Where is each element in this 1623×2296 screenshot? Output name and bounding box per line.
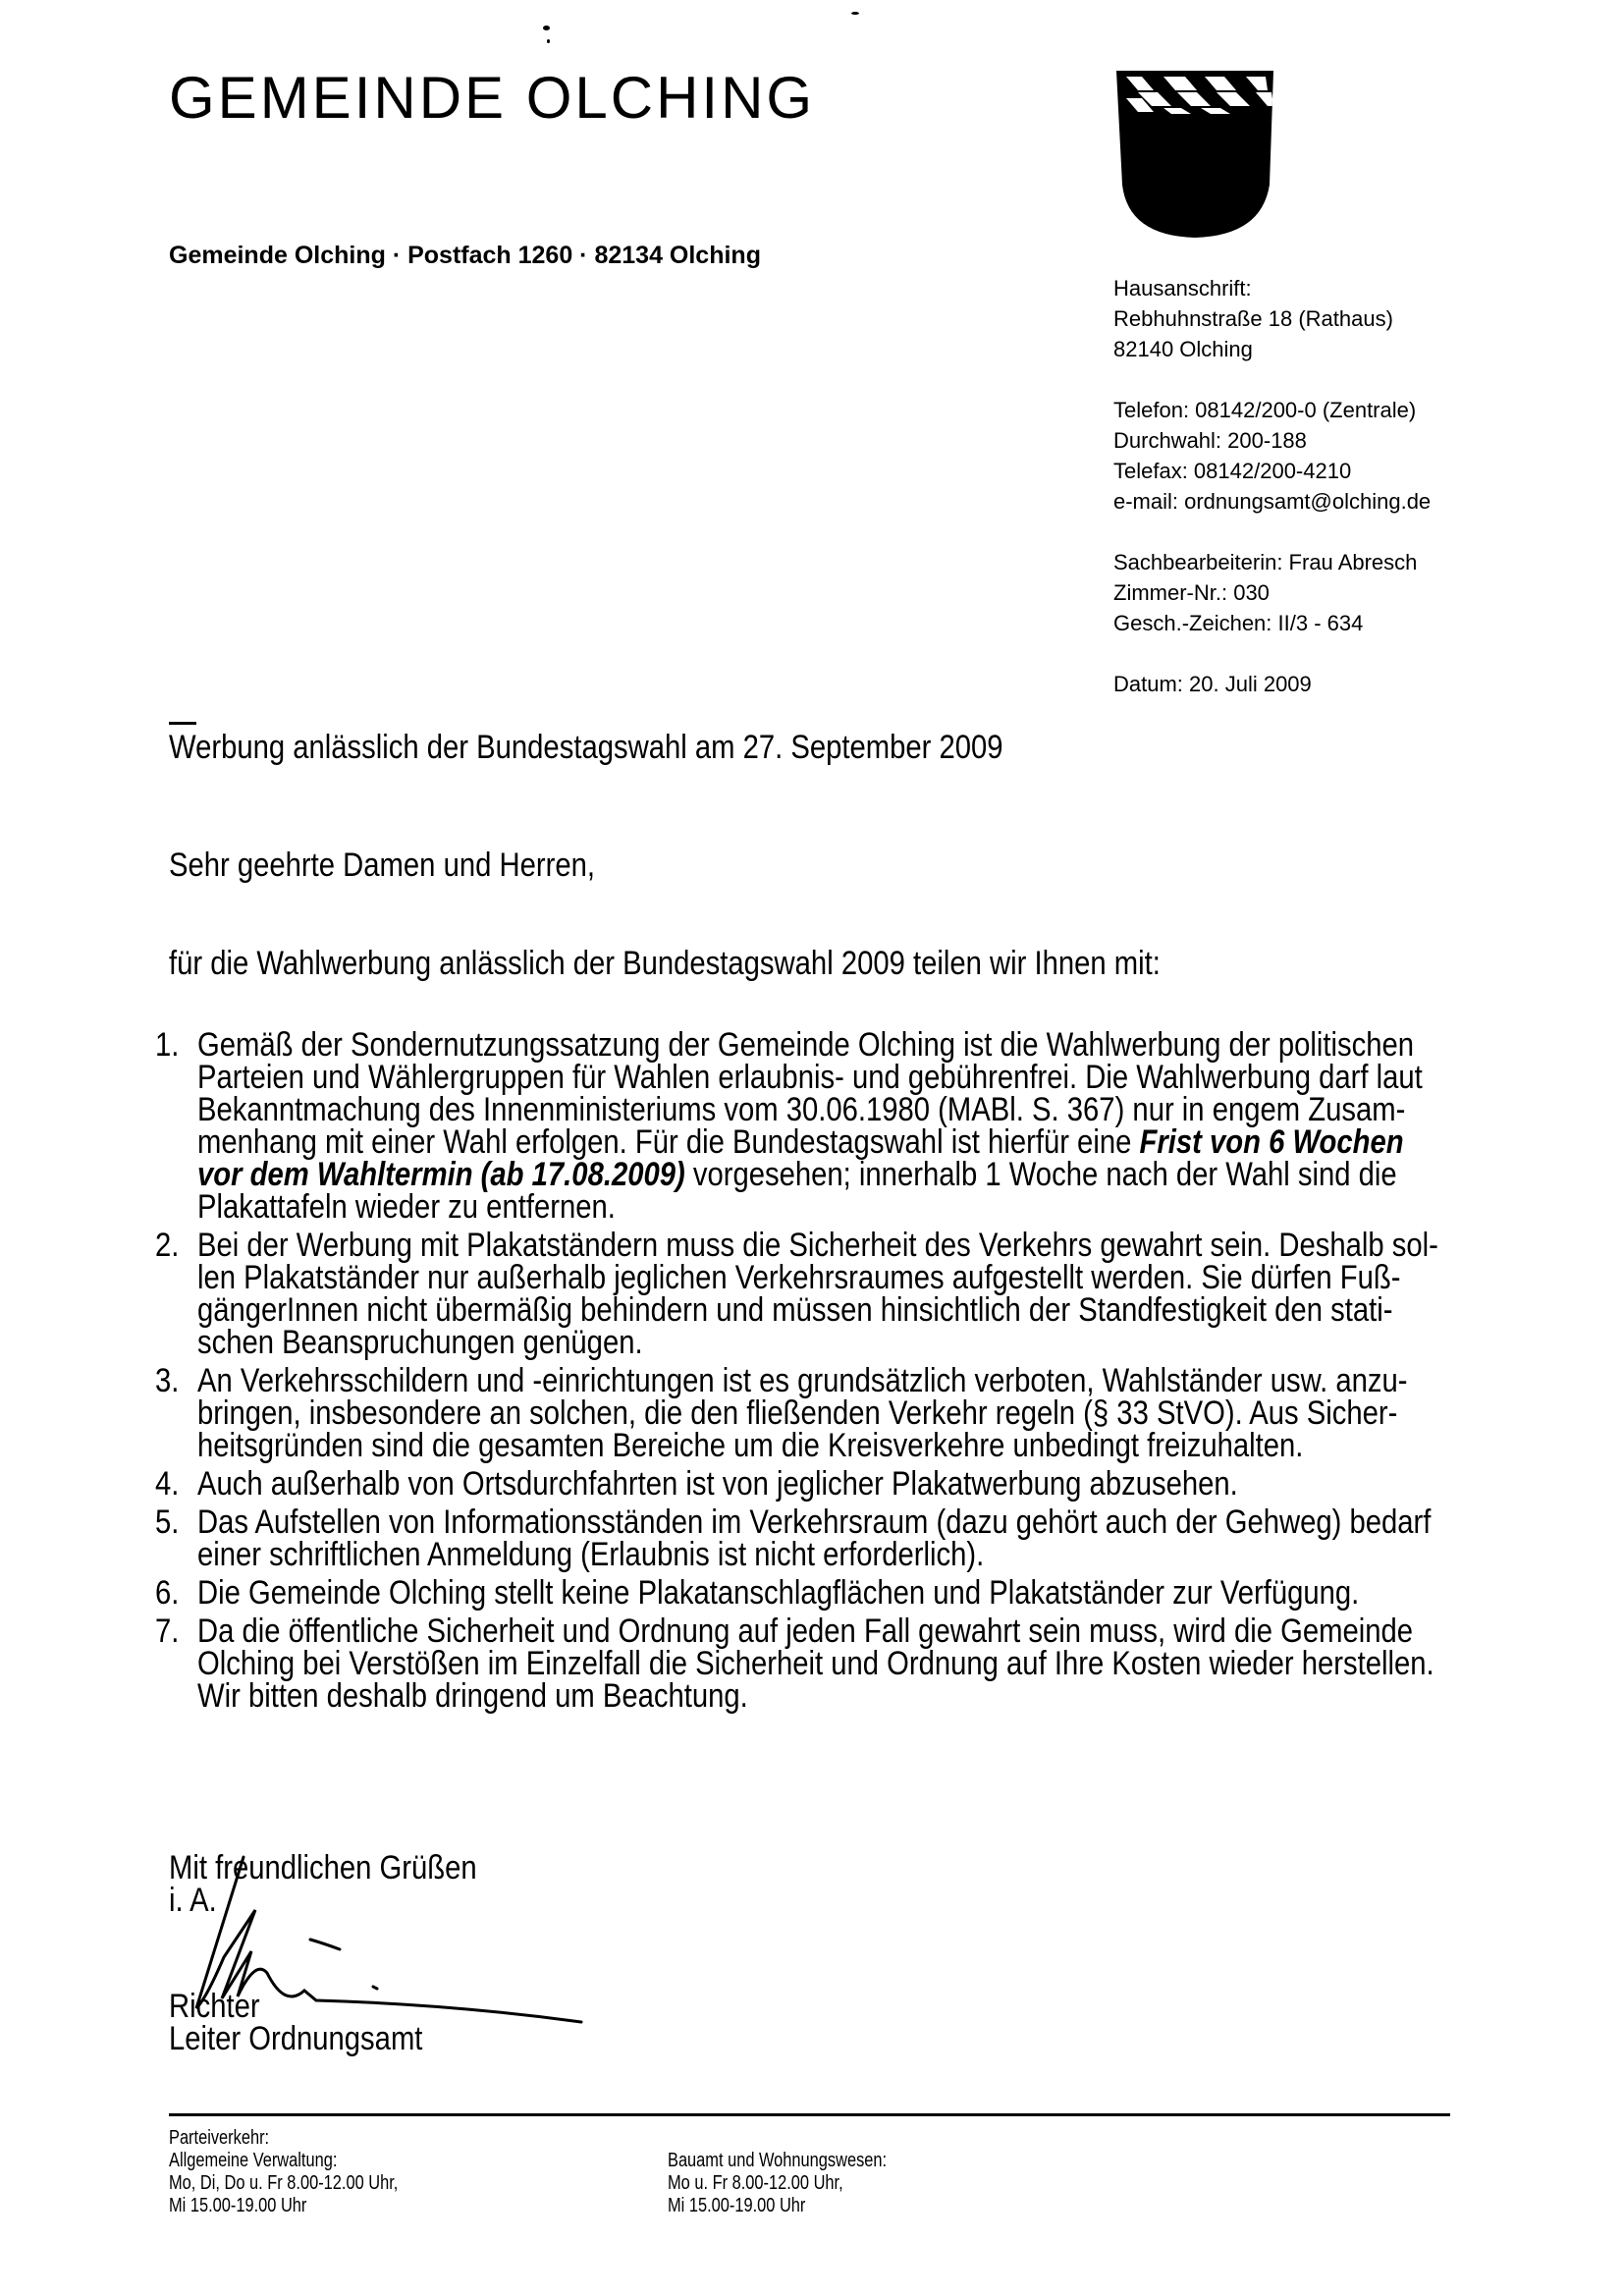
footer-left-hours-1: Mo, Di, Do u. Fr 8.00-12.00 Uhr, [169,2172,399,2194]
closing-phrase: Mit freundlichen Grüßen [169,1849,477,1886]
list-item: 2. Bei der Werbung mit Plakatständern muss die Sicherheit des Verkehrs gewahrt sein. Deshalb sol- len Plakatständer nur außerhalb jeglichen Verkehrsraumes aufgestellt werden. Sie dürfen Fuß- gängerInnen nicht übermäßig behindern und müssen hinsichtlich der Standfestigkeit den stati- schen Beanspruchungen genügen. [155,1227,1438,1361]
deadline-date-emphasis: vor dem Wahltermin (ab 17.08.2009) [197,1156,685,1193]
room-number: Zimmer-Nr.: 030 [1113,580,1270,605]
subject-marker [169,722,196,725]
scan-speck [547,39,550,43]
footer-office-hours-general [169,2127,398,2217]
direct-dial: Durchwahl: 200-188 [1113,428,1307,453]
intro-paragraph: für die Wahlwerbung anlässlich der Bundestagswahl 2009 teilen wir Ihnen mit: [169,945,1161,982]
deadline-emphasis: Frist von 6 Wochen [1139,1123,1404,1161]
letter-subject: Werbung anlässlich der Bundestagswahl am 27. September 2009 [169,729,1003,766]
letter-date: Datum: 20. Juli 2009 [1113,672,1312,696]
letterhead-title: GEMEINDE OLCHING [169,65,816,131]
footer-right-title: Bauamt und Wohnungswesen: [668,2150,888,2171]
list-item: 6. Die Gemeinde Olching stellt keine Plakatanschlagflächen und Plakatständer zur Verfügung. [155,1574,1360,1612]
street-address: Rebhuhnstraße 18 (Rathaus) [1113,306,1393,331]
scan-speck [543,26,550,30]
signer-name: Richter [169,1988,260,2025]
footer-divider [169,2113,1450,2116]
city-address: 82140 Olching [1113,337,1253,361]
signer-block [169,1988,423,2057]
list-item: 1. Gemäß der Sondernutzungssatzung der Gemeinde Olching ist die Wahlwerbung der politischen Parteien und Wählergruppen für Wahlen erlaubnis- und gebührenfrei. Die Wahlwerbung darf laut Bekanntmachung des Innenministeriums vom 30.06.1980 (MABl. S. 367) nur in engem Zusam- menhang mit einer Wahl erfolgen. Für die Bundestagswahl ist hierfür eine Frist von 6 Wochen vor dem Wahltermin (ab 17.08.2009) vorgesehen; innerhalb 1 Woche nach der Wahl sind die Plakattafeln wieder zu entfernen. [155,1026,1423,1226]
rules-list [155,1026,1582,1719]
fax-number: Telefax: 08142/200-4210 [1113,459,1352,483]
footer-office-hours-building [668,2150,887,2217]
contact-info-block [1113,273,1585,699]
footer-right-hours-1: Mo u. Fr 8.00-12.00 Uhr, [668,2172,843,2194]
footer-left-title: Allgemeine Verwaltung: [169,2150,338,2171]
footer-left-hours-2: Mi 15.00-19.00 Uhr [169,2195,307,2216]
phone-number: Telefon: 08142/200-0 (Zentrale) [1113,398,1417,422]
address-label: Hausanschrift: [1113,276,1252,301]
coat-of-arms-icon [1114,69,1276,241]
sender-address-line: Gemeinde Olching · Postfach 1260 · 82134 Olching [169,242,761,269]
signer-title: Leiter Ordnungsamt [169,2020,423,2057]
reference-number: Gesch.-Zeichen: II/3 - 634 [1113,611,1364,635]
list-item: 5. Das Aufstellen von Informationsständen im Verkehrsraum (dazu gehört auch der Gehweg) bedarf einer schriftlichen Anmeldung (Erlaubnis ist nicht erforderlich). [155,1503,1432,1573]
scan-speck [851,12,859,15]
footer-heading: Parteiverkehr: [169,2127,270,2149]
list-item: 7. Da die öffentliche Sicherheit und Ordnung auf jeden Fall gewahrt sein muss, wird die Gemeinde Olching bei Verstößen im Einzelfall die Sicherheit und Ordnung auf Ihre Kosten wieder herstellen. Wir bitten deshalb dringend um Beachtung. [155,1613,1434,1715]
case-officer: Sachbearbeiterin: Frau Abresch [1113,550,1418,574]
salutation: Sehr geehrte Damen und Herren, [169,847,595,884]
footer-right-hours-2: Mi 15.00-19.00 Uhr [668,2195,806,2216]
on-behalf-abbrev: i. A. [169,1882,217,1919]
email-address: e-mail: ordnungsamt@olching.de [1113,489,1432,514]
list-item: 4. Auch außerhalb von Ortsdurchfahrten ist von jeglicher Plakatwerbung abzusehen. [155,1465,1238,1503]
list-item: 3. An Verkehrsschildern und -einrichtungen ist es grundsätzlich verboten, Wahlständer usw. anzu- bringen, insbesondere an solchen, die den fließenden Verkehr regeln (§ 33 StVO). Aus Sicher- heitsgründen sind die gesamten Bereiche um die Kreisverkehre unbedingt freizuhalten. [155,1362,1408,1464]
